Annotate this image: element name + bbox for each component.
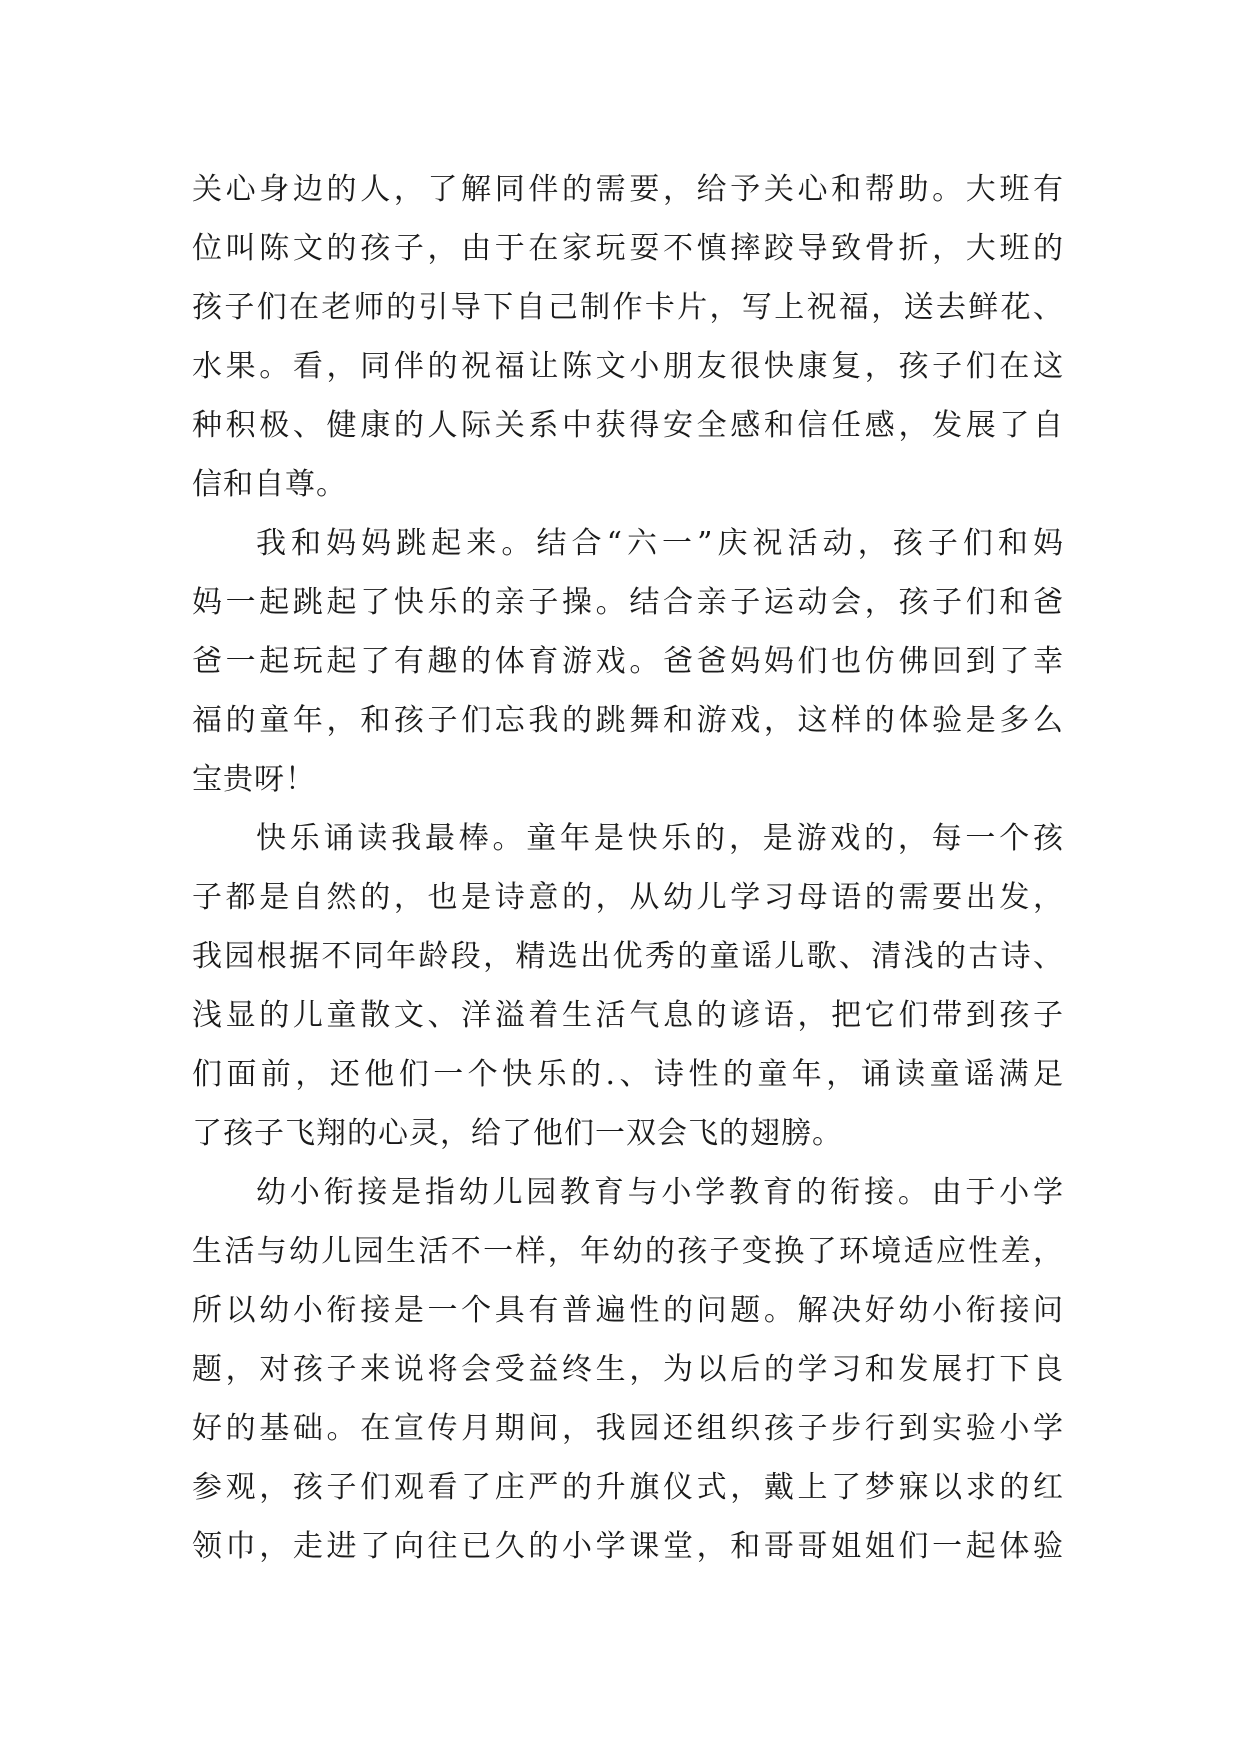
text-line: 生活与幼儿园生活不一样，年幼的孩子变换了环境适应性差，: [192, 1234, 1064, 1269]
text-line: 我园根据不同年龄段，精选出优秀的童谣儿歌、清浅的古诗、: [192, 939, 1064, 974]
text-line: 领巾，走进了向往已久的小学课堂，和哥哥姐姐们一起体验: [192, 1529, 1064, 1564]
text-line: 所以幼小衔接是一个具有普遍性的问题。解决好幼小衔接问: [192, 1293, 1064, 1328]
text-line: 信和自尊。: [192, 467, 347, 502]
text-line: 们面前，还他们一个快乐的.、诗性的童年，诵读童谣满足: [192, 1057, 1064, 1092]
text-line: 妈一起跳起了快乐的亲子操。结合亲子运动会，孩子们和爸: [192, 585, 1064, 620]
text-line: 了孩子飞翔的心灵，给了他们一双会飞的翅膀。: [192, 1116, 843, 1151]
document-body: [192, 160, 1064, 1576]
text-line: 种积极、健康的人际关系中获得安全感和信任感，发展了自: [192, 408, 1064, 443]
text-line: 位叫陈文的孩子，由于在家玩耍不慎摔跤导致骨折，大班的: [192, 231, 1064, 266]
text-line: 快乐诵读我最棒。童年是快乐的，是游戏的，每一个孩: [256, 821, 1064, 856]
text-line: 子都是自然的，也是诗意的，从幼儿学习母语的需要出发，: [192, 880, 1064, 915]
text-line: 参观，孩子们观看了庄严的升旗仪式，戴上了梦寐以求的红: [192, 1470, 1064, 1505]
text-line: 宝贵呀！: [192, 762, 316, 797]
text-line: 幼小衔接是指幼儿园教育与小学教育的衔接。由于小学: [256, 1175, 1064, 1210]
text-line: 爸一起玩起了有趣的体育游戏。爸爸妈妈们也仿佛回到了幸: [192, 644, 1064, 679]
text-line: 孩子们在老师的引导下自己制作卡片，写上祝福，送去鲜花、: [192, 290, 1064, 325]
text-line: 水果。看，同伴的祝福让陈文小朋友很快康复，孩子们在这: [192, 349, 1064, 384]
text-line: 好的基础。在宣传月期间，我园还组织孩子步行到实验小学: [192, 1411, 1064, 1446]
text-line: 福的童年，和孩子们忘我的跳舞和游戏，这样的体验是多么: [192, 703, 1064, 738]
text-line: 题，对孩子来说将会受益终生，为以后的学习和发展打下良: [192, 1352, 1064, 1387]
text-line: 关心身边的人，了解同伴的需要，给予关心和帮助。大班有: [192, 172, 1064, 207]
text-line: 浅显的儿童散文、洋溢着生活气息的谚语，把它们带到孩子: [192, 998, 1064, 1033]
text-line: 我和妈妈跳起来。结合“六一”庆祝活动，孩子们和妈: [256, 526, 1064, 561]
